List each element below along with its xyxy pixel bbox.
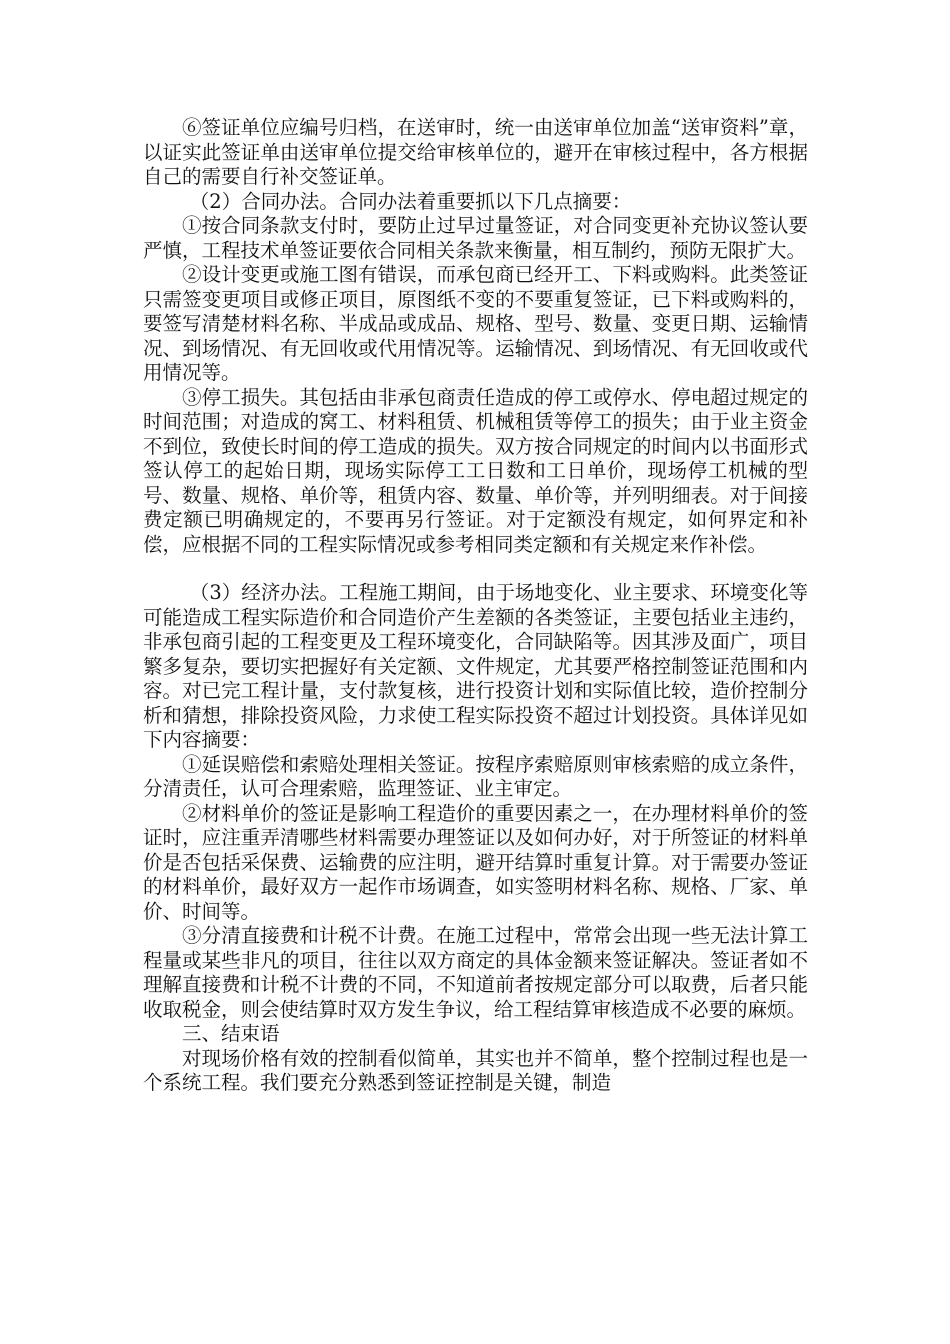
paragraph-4: ②设计变更或施工图有错误，而承包商已经开工、下料或购料。此类签证只需签变更项目或修正项目，原图纸不变的不要重复签证，已下料或购料的，要签写清楚材料名称、半成品或成品、规格、型号、数量、变更日期、运输情况、到场情况、有无回收或代用情况等。运输情况、到场情况、有无回收或代用情况等。 (143, 263, 808, 384)
paragraph-spacer (143, 557, 808, 581)
paragraph-9: ③分清直接费和计税不计费。在施工过程中，常常会出现一些无法计算工程量或某些非凡的项目，往往以双方商定的具体金额来签证解决。签证者如不理解直接费和计税不计费的不同，不知道前者按规定部分可以取费，后者只能收取税金，则会使结算时双方发生争议，给工程结算审核造成不必要的麻烦。 (143, 924, 808, 1021)
document-page (143, 116, 808, 1096)
paragraph-3: ①按合同条款支付时，要防止过早过量签证，对合同变更补充协议签认要严慎，工程技术单签证要依合同相关条款来衡量，相互制约，预防无限扩大。 (143, 214, 808, 262)
paragraph-5: ③停工损失。其包括由非承包商责任造成的停工或停水、停电超过规定的时间范围；对造成的窝工、材料租赁、机械租赁等停工的损失；由于业主资金不到位，致使长时间的停工造成的损失。双方按合同规定的时间内以书面形式签认停工的起始日期，现场实际停工工日数和工日单价，现场停工机械的型号、数量、规格、单价等，租赁内容、数量、单价等，并列明细表。对于间接费定额已明确规定的，不要再另行签证。对于定额没有规定，如何界定和补偿，应根据不同的工程实际情况或参考相同类定额和有关规定来作补偿。 (143, 385, 808, 556)
section-heading: 三、结束语 (182, 1022, 280, 1045)
paragraph-7: ①延误赔偿和索赔处理相关签证。按程序索赔原则审核索赔的成立条件，分清责任，认可合理索赔，监理签证、业主审定。 (143, 752, 808, 800)
paragraph-8: ②材料单价的签证是影响工程造价的重要因素之一，在办理材料单价的签证时，应注重弄清哪些材料需要办理签证以及如何办好，对于所签证的材料单价是否包括采保费、运输费的应注明，避开结算时重复计算。对于需要办签证的材料单价，最好双方一起作市场调查，如实签明材料名称、规格、厂家、单价、时间等。 (143, 801, 808, 923)
paragraph-10: 对现场价格有效的控制看似简单，其实也并不简单，整个控制过程也是一个系统工程。我们要充分熟悉到签证控制是关键，制造 (143, 1046, 808, 1094)
paragraph-2: （2）合同办法。合同办法着重要抓以下几点摘要： (189, 189, 632, 213)
paragraph-1: ⑥签证单位应编号归档，在送审时，统一由送审单位加盖“送审资料”章，以证实此签证单由送审单位提交给审核单位的，避开在审核过程中，各方根据自己的需要自行补交签证单。 (143, 116, 808, 188)
paragraph-6: （3）经济办法。工程施工期间，由于场地变化、业主要求、环境变化等可能造成工程实际造价和合同造价产生差额的各类签证，主要包括业主违约，非承包商引起的工程变更及工程环境变化，合同缺陷等。因其涉及面广，项目繁多复杂，要切实把握好有关定额、文件规定，尤其要严格控制签证范围和内容。对已完工程计量，支付款复核，进行投资计划和实际值比较，造价控制分析和猜想，排除投资风险，力求使工程实际投资不超过计划投资。具体详见如下内容摘要： (143, 581, 808, 751)
